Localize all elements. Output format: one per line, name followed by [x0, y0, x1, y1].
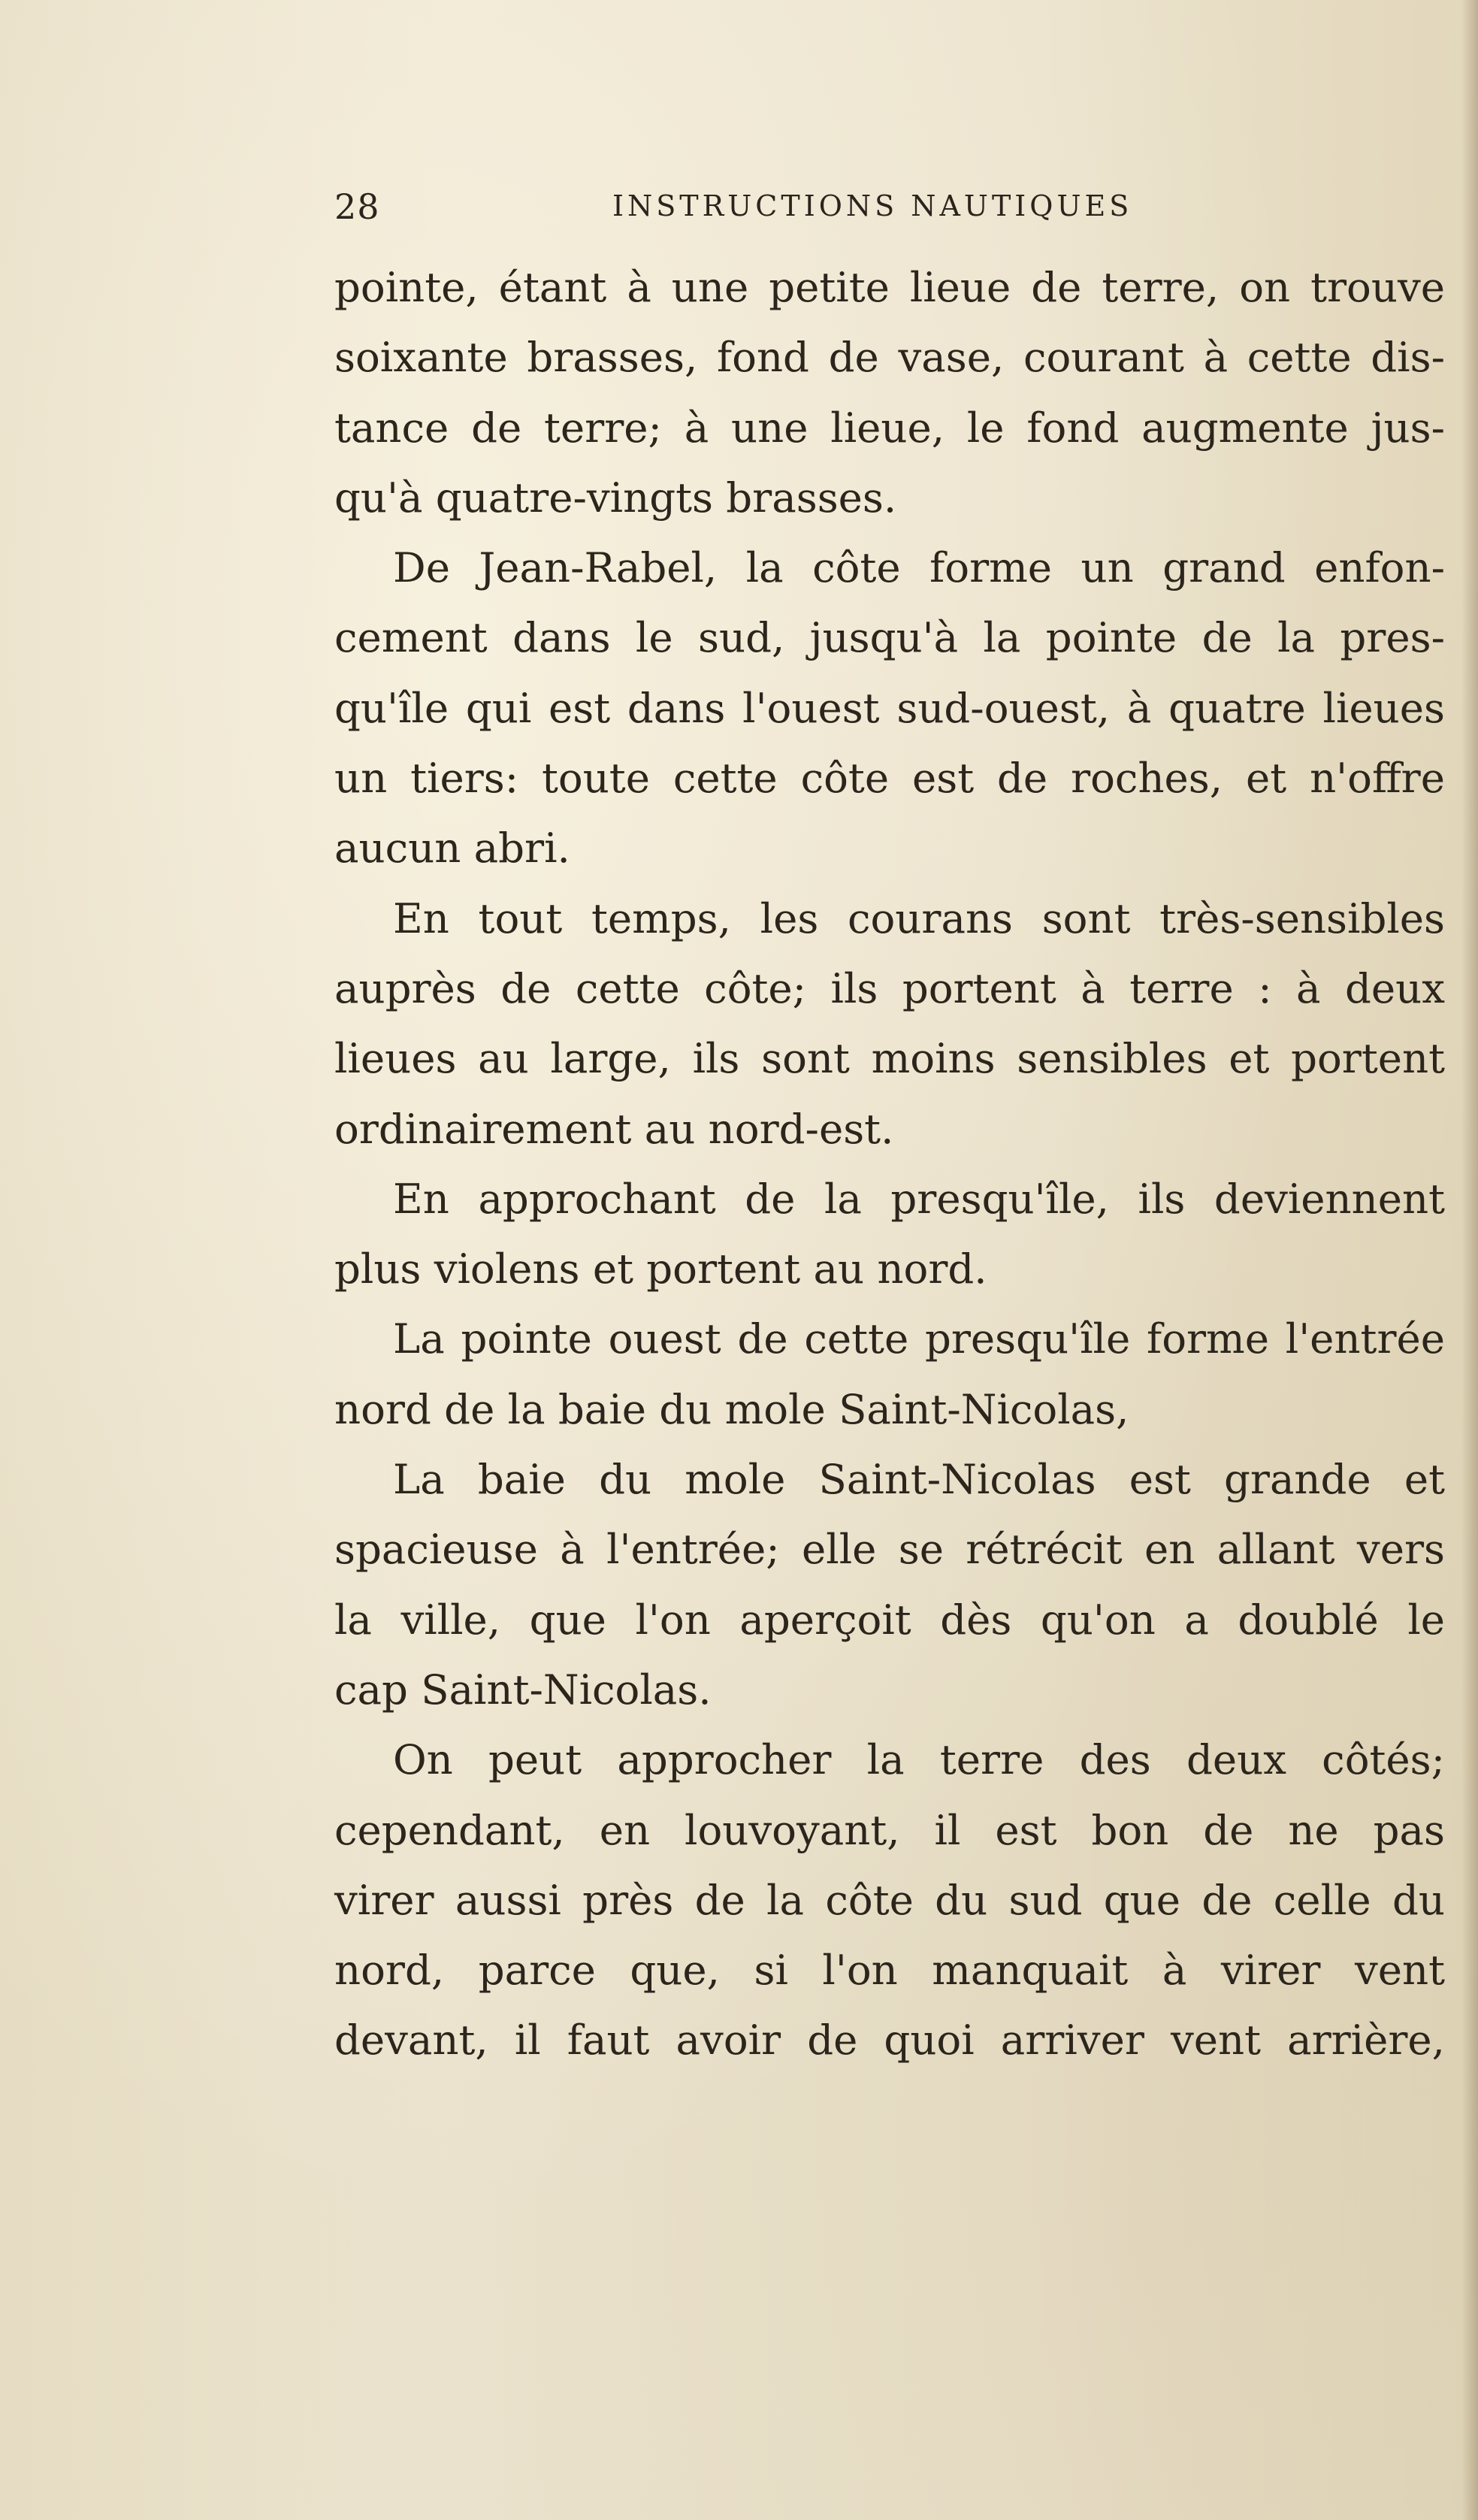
text-line: En tout temps, les courans sont très-sensibles	[393, 894, 1445, 942]
text-line: soixante brasses, fond de vase, courant à cette dis-	[334, 333, 1445, 382]
text-line: nord de la baie du mole Saint-Nicolas,	[334, 1384, 1129, 1433]
running-head: INSTRUCTIONS NAUTIQUES	[612, 189, 1133, 222]
text-line: De Jean-Rabel, la côte forme un grand enfon-	[393, 543, 1445, 592]
text-line: aucun abri.	[334, 824, 570, 873]
text-line: auprès de cette côte; ils portent à terre : à deux	[334, 964, 1445, 1012]
text-line: pointe, étant à une petite lieue de terre, on trouve	[334, 263, 1445, 311]
text-line: cependant, en louvoyant, il est bon de ne pas	[334, 1805, 1445, 1854]
text-line: spacieuse à l'entrée; elle se rétrécit en allant vers	[334, 1525, 1445, 1574]
text-line: virer aussi près de la côte du sud que de celle du	[334, 1875, 1445, 1924]
text-line: la ville, que l'on aperçoit dès qu'on a doublé le	[334, 1595, 1445, 1644]
page-number: 28	[334, 186, 380, 227]
text-line: devant, il faut avoir de quoi arriver vent arrière,	[334, 2016, 1445, 2065]
text-line: En approchant de la presqu'île, ils deviennent	[393, 1174, 1445, 1223]
page-header	[334, 186, 1259, 231]
text-line: La baie du mole Saint-Nicolas est grande et	[393, 1455, 1445, 1504]
text-line: lieues au large, ils sont moins sensibles et portent	[334, 1034, 1445, 1083]
text-line: cap Saint-Nicolas.	[334, 1665, 712, 1714]
text-line: ordinairement au nord-est.	[334, 1104, 894, 1153]
text-line: qu'île qui est dans l'ouest sud-ouest, à quatre lieues	[334, 683, 1445, 732]
text-line: tance de terre; à une lieue, le fond augmente jus-	[334, 403, 1445, 452]
text-line: La pointe ouest de cette presqu'île forme l'entrée	[393, 1314, 1445, 1363]
text-line: qu'à quatre-vingts brasses.	[334, 473, 897, 522]
text-line: cement dans le sud, jusqu'à la pointe de la pres-	[334, 613, 1445, 662]
text-line: nord, parce que, si l'on manquait à virer vent	[334, 1946, 1445, 1995]
text-line: plus violens et portent au nord.	[334, 1245, 987, 1293]
text-line: un tiers: toute cette côte est de roches, et n'offre	[334, 754, 1445, 803]
text-line: On peut approcher la terre des deux côtés;	[393, 1735, 1445, 1784]
body-text	[334, 253, 1445, 2076]
page-edge-shadow	[1461, 0, 1478, 2520]
